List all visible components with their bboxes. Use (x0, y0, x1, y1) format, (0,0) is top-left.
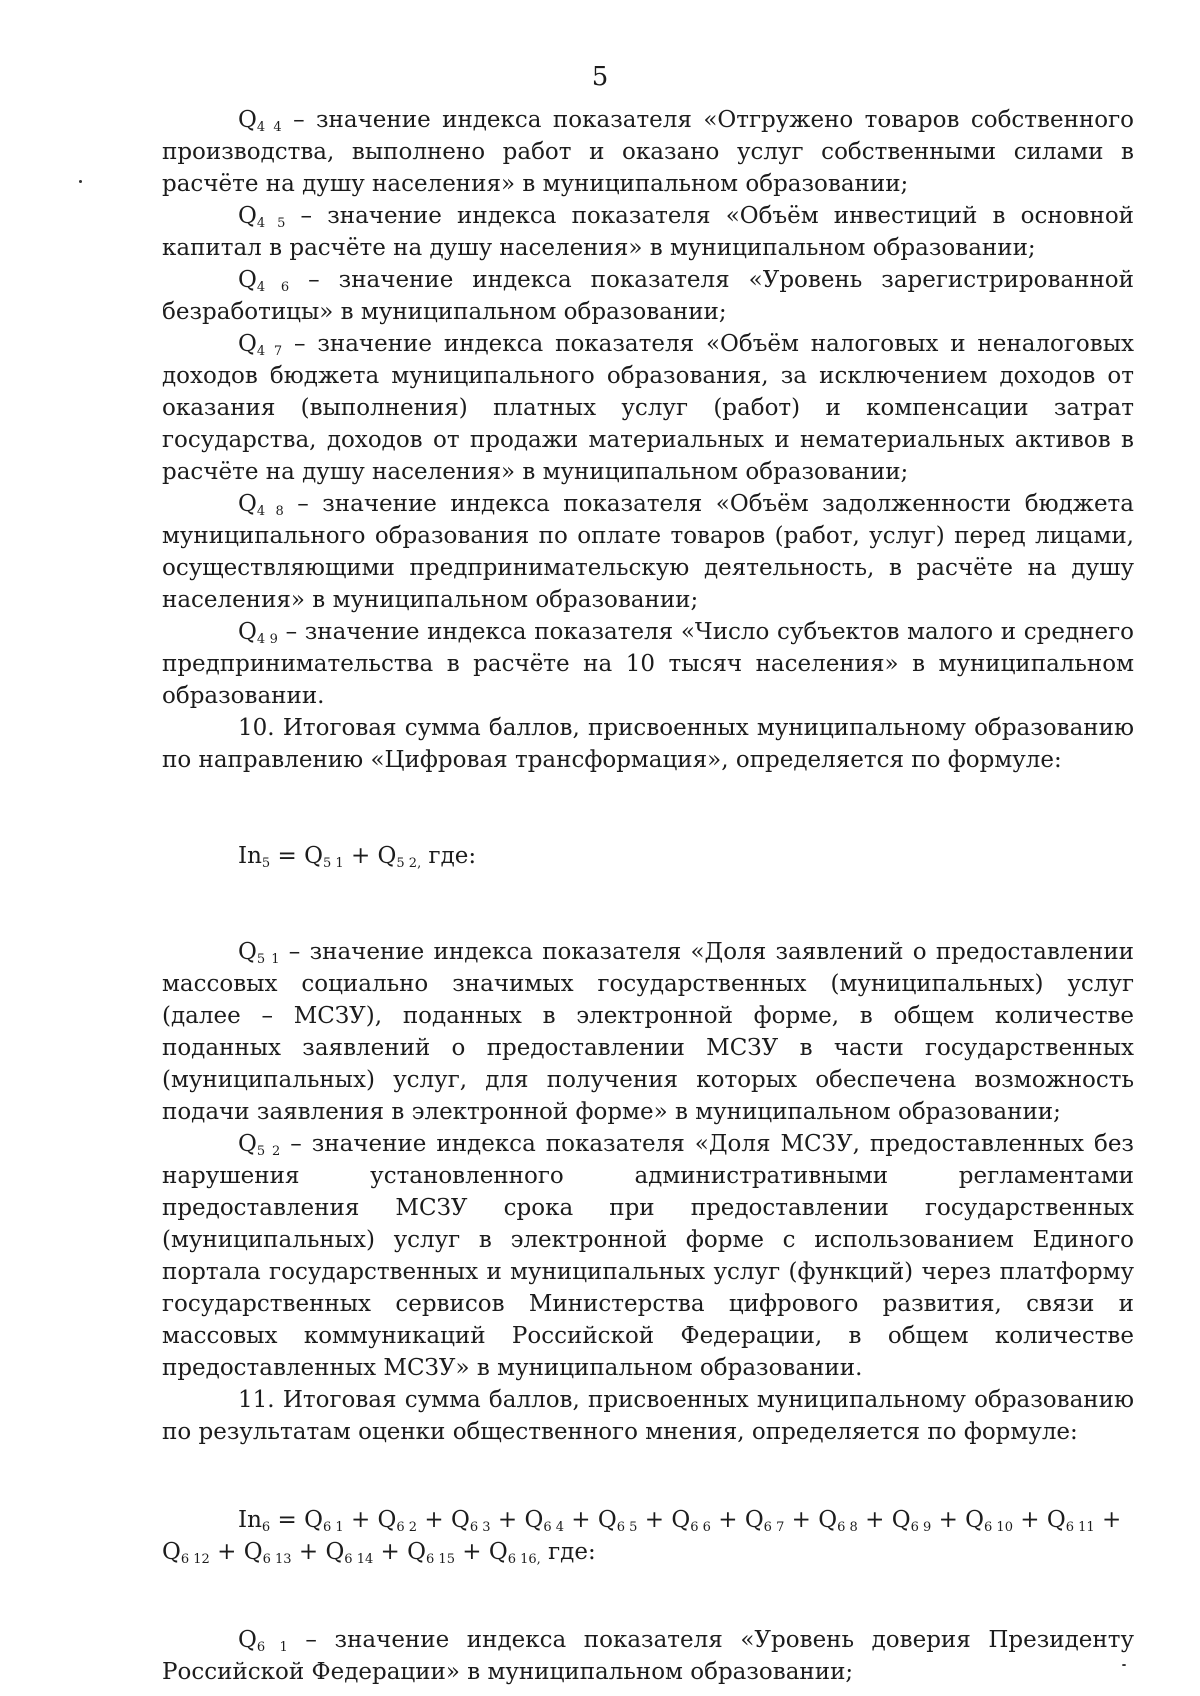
definition-q44: $Q_{4 4}$ – значение индекса показателя «Отгружено товаров собственного производства, выполнено работ и оказано услуг собственными силами в расчёте на душу населения» в муниципальном образовании; (162, 107, 1134, 197)
formula-term: $Q_{6 3}$ (451, 1507, 491, 1535)
formula-term: $Q_{6 8}$ (818, 1507, 858, 1535)
formula-term: $Q_{6 1}$ (304, 1507, 344, 1535)
index-symbol: $Q_{4 7}$ (238, 331, 283, 359)
page-number: 5 (591, 62, 609, 92)
scan-speck (1122, 1664, 1126, 1666)
formula-in6: $In_6 = Q_{6 1} + Q_{6 2} + Q_{6 3} + Q_{6 4} + Q_{6 5} + Q_{6 6} + Q_{6 7} + Q_{6 8} + Q_{6 9} + Q_{6 10} + Q_{6 11} + Q_{6 12} + Q_{6 13} + Q_{6 14} + Q_{6 15} + Q_{6 16,}$ где: (162, 1507, 1122, 1567)
definition-q45: $Q_{4 5}$ – значение индекса показателя «Объём инвестиций в основной капитал в расчёте на душу населения» в муниципальном образовании; (162, 203, 1134, 261)
definition-q48: $Q_{4 8}$ – значение индекса показателя «Объём задолженности бюджета муниципального образования по оплате товаров (работ, услуг) перед лицами, осуществляющими предпринимательскую деятельность, в расчёте на душу населения» в муниципальном образовании; (162, 491, 1134, 613)
paragraph-11: 11. Итоговая сумма баллов, присвоенных муниципальному образованию по результатам оценки общественного мнения, определяется по формуле: (162, 1387, 1134, 1445)
q4-definitions (162, 104, 1134, 712)
index-symbol: $Q_{6 1}$ (238, 1627, 288, 1655)
definition-q52: $Q_{5 2}$ – значение индекса показателя «Доля МСЗУ, предоставленных без нарушения установленного административными регламентами предоставления МСЗУ срока при предоставлении государственных (муниципальных) услуг в электронной форме с использованием Единого портала государственных и муниципальных услуг (функций) через платформу государственных сервисов Министерства цифрового развития, связи и массовых коммуникаций Российской Федерации, в общем количестве предоставленных МСЗУ» в муниципальном образовании. (162, 1131, 1134, 1381)
scan-speck (79, 180, 82, 183)
paragraph-10: 10. Итоговая сумма баллов, присвоенных муниципальному образованию по направлению «Цифровая трансформация», определяется по формуле: (162, 715, 1134, 773)
definition-q51: $Q_{5 1}$ – значение индекса показателя «Доля заявлений о предоставлении массовых социально значимых государственных (муниципальных) услуг (далее – МСЗУ), поданных в электронной форме, в общем количестве поданных заявлений о предоставлении МСЗУ в части государственных (муниципальных) услуг, для получения которых обеспечена возможность подачи заявления в электронной форме» в муниципальном образовании; (162, 939, 1134, 1125)
formula-in5: $In_5 = Q_{5 1} + Q_{5 2,}$ где: (238, 843, 477, 871)
formula-term: $Q_{6 16,}$ (488, 1539, 541, 1567)
formula-term: $Q_{6 5}$ (597, 1507, 638, 1535)
index-symbol: $Q_{4 8}$ (238, 491, 284, 519)
index-symbol: $Q_{5 2}$ (238, 1131, 281, 1159)
formula-term: $Q_{6 12}$ (162, 1539, 210, 1567)
index-symbol: $Q_{4 5}$ (238, 203, 286, 231)
formula-term: $Q_{6 14}$ (325, 1539, 374, 1567)
index-symbol: $Q_{4 6}$ (238, 267, 290, 295)
index-symbol: $Q_{5 1}$ (238, 939, 280, 967)
definition-q46: $Q_{4 6}$ – значение индекса показателя «Уровень зарегистрированной безработицы» в муниципальном образовании; (162, 267, 1134, 325)
formula-term: $Q_{6 2}$ (377, 1507, 418, 1535)
formula-term: $Q_{6 15}$ (407, 1539, 455, 1567)
page-body (162, 104, 1134, 1688)
q5-definitions (162, 936, 1134, 1384)
definition-q49: $Q_{4 9}$ – значение индекса показателя «Число субъектов малого и среднего предпринимательства в расчёте на 10 тысяч населения» в муниципальном образовании. (162, 619, 1134, 709)
formula-term: $Q_{6 11}$ (1046, 1507, 1095, 1535)
formula-term: $Q_{6 7}$ (744, 1507, 785, 1535)
formula-term: $In_6$ (238, 1507, 271, 1535)
formula-term: $Q_{6 10}$ (965, 1507, 1013, 1535)
q6-definitions (162, 1624, 1134, 1688)
definition-q47: $Q_{4 7}$ – значение индекса показателя «Объём налоговых и неналоговых доходов бюджета муниципального образования, за исключением доходов от оказания (выполнения) платных услуг (работ) и компенсации затрат государства, доходов от продажи материальных и нематериальных активов в расчёте на душу населения» в муниципальном образовании; (162, 331, 1134, 485)
formula-term: $Q_{6 6}$ (671, 1507, 711, 1535)
formula-term: $Q_{6 9}$ (891, 1507, 932, 1535)
formula-term: $Q_{6 13}$ (243, 1539, 292, 1567)
definition-q61: $Q_{6 1}$ – значение индекса показателя «Уровень доверия Президенту Российской Федерации» в муниципальном образовании; (162, 1627, 1134, 1685)
formula-term: $Q_{6 4}$ (524, 1507, 564, 1535)
index-symbol: $Q_{4 9}$ (238, 619, 278, 647)
index-symbol: $Q_{4 4}$ (238, 107, 282, 135)
